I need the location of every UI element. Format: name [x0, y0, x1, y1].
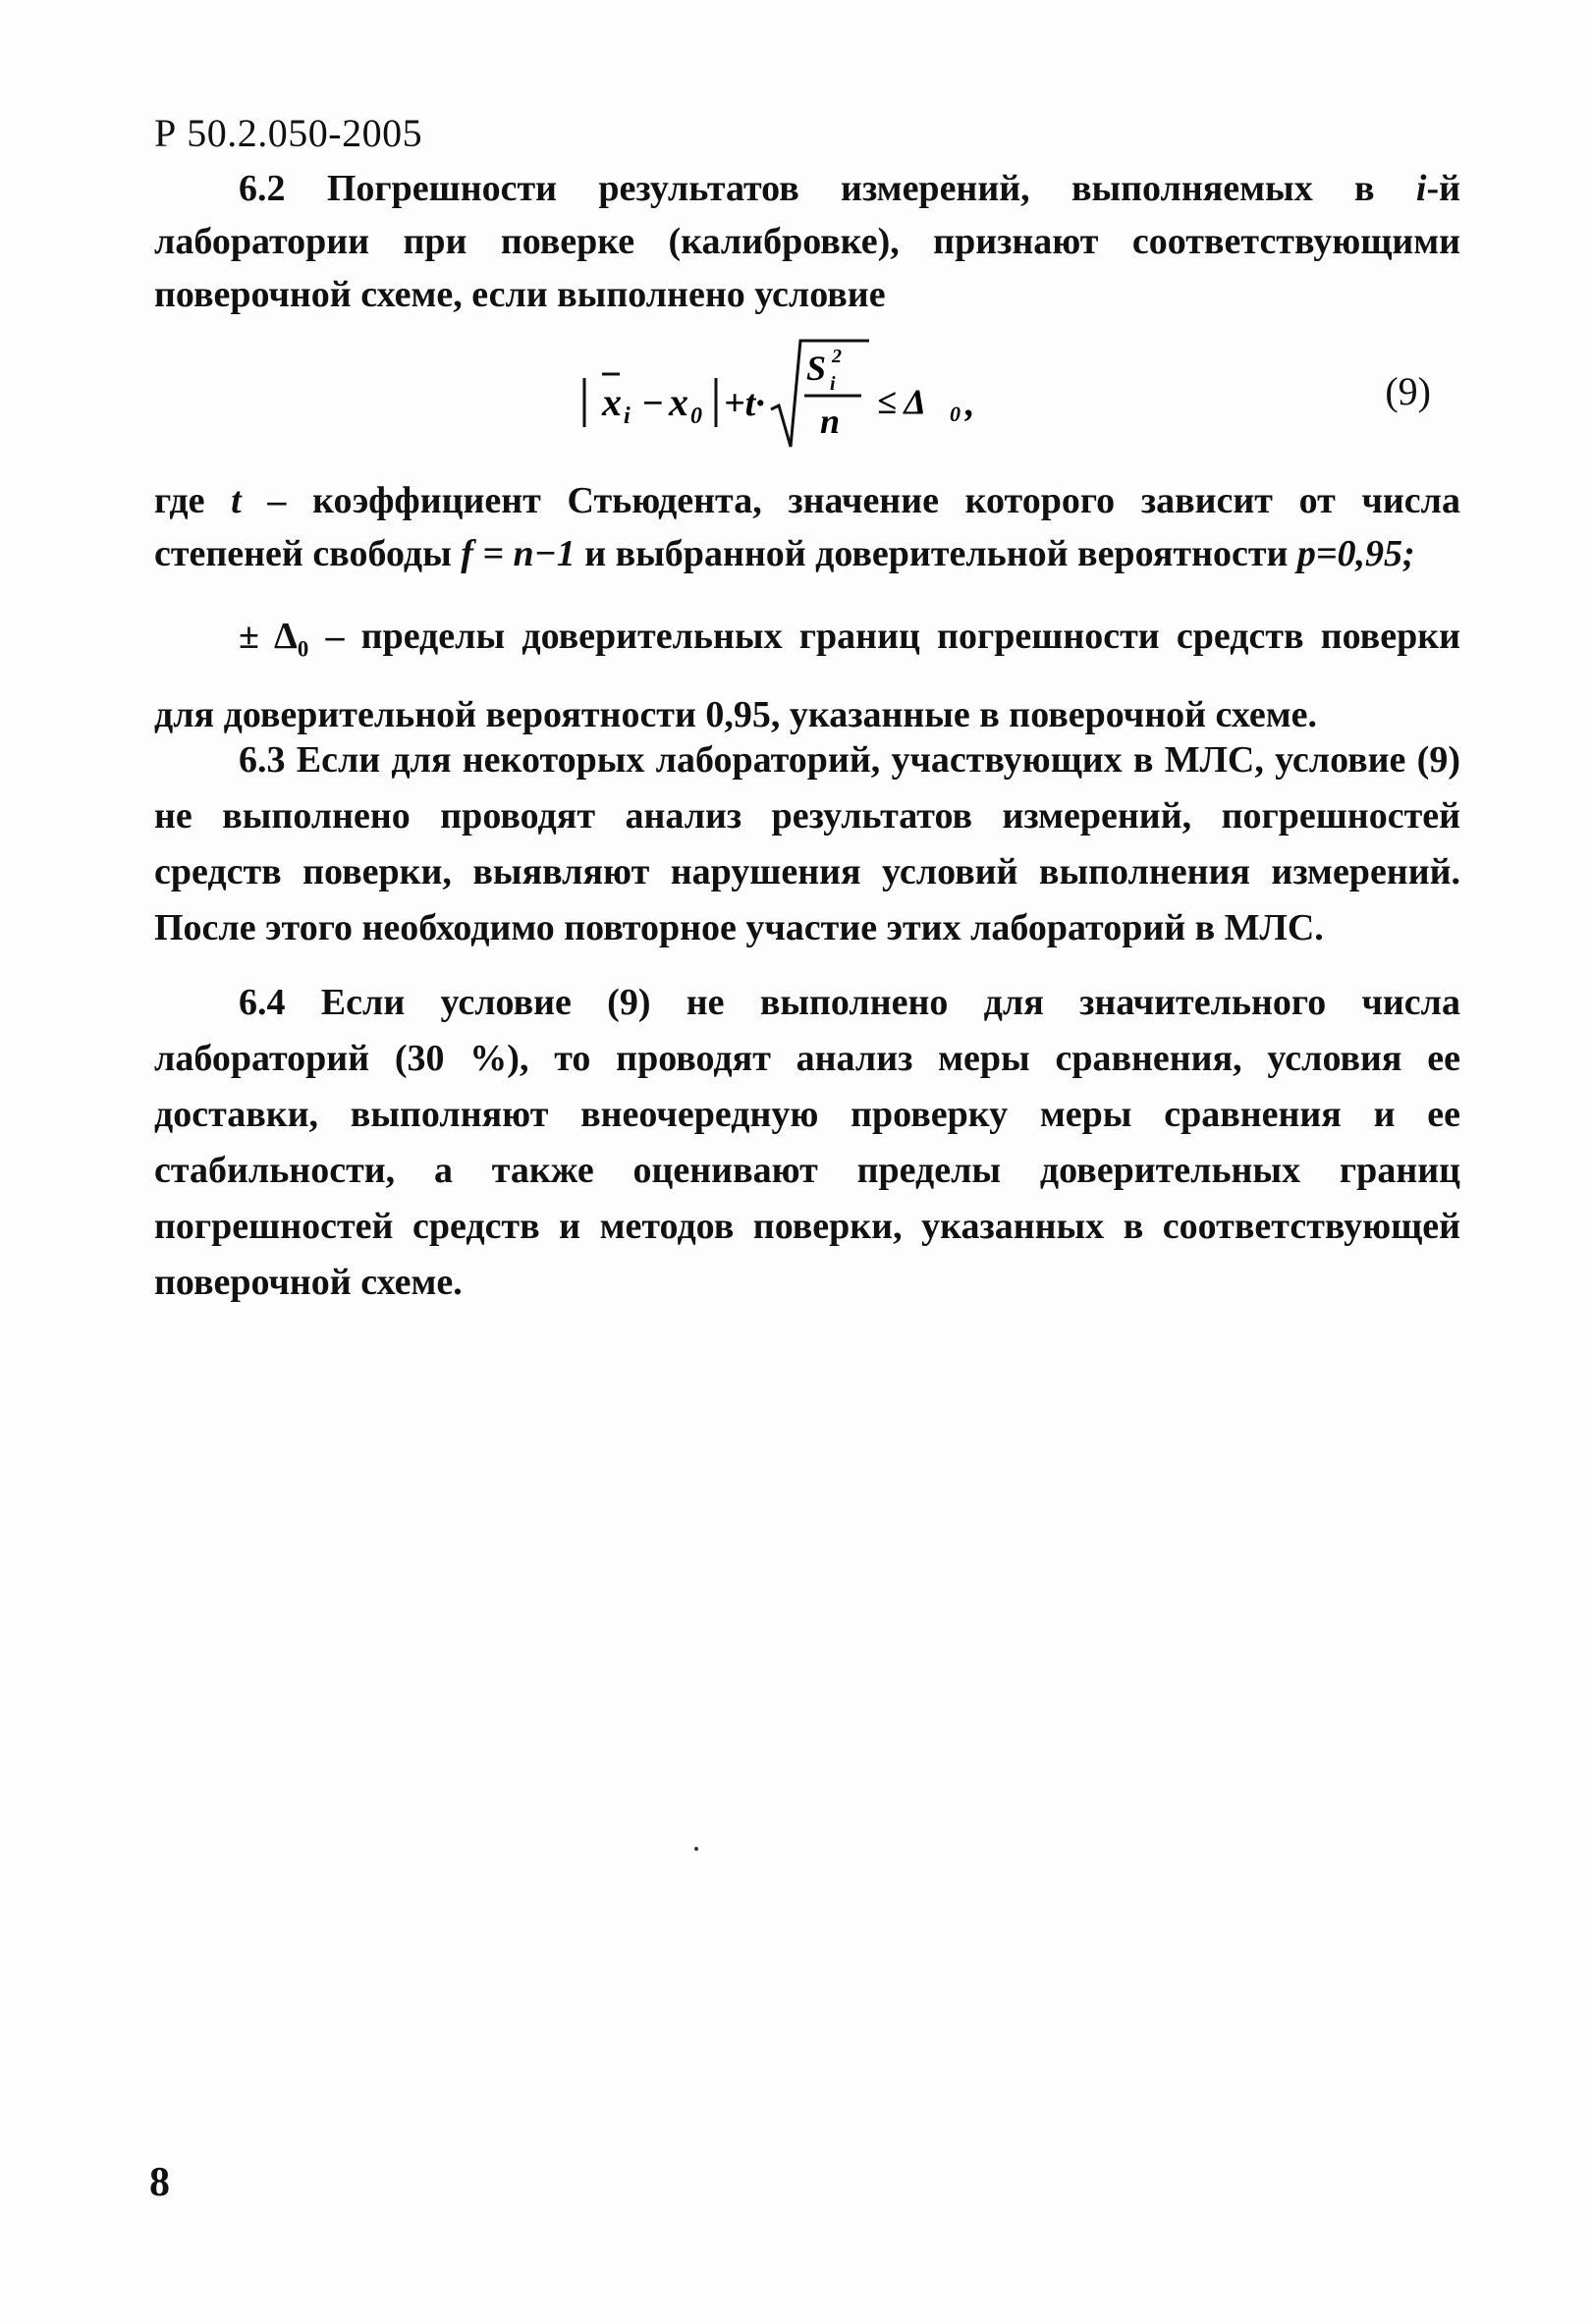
formula-plus-t: +t·: [724, 383, 765, 424]
document-code: Р 50.2.050-2005: [154, 111, 423, 155]
formula-n: n: [820, 402, 841, 441]
formula-delta-sub: 0: [950, 402, 961, 426]
paragraph-where: [154, 474, 1460, 580]
formula-le-delta: ≤ Δ: [877, 382, 926, 421]
formula-x0: x: [669, 380, 688, 424]
where-f-expr: f = n−1: [461, 533, 576, 574]
scan-dot: [694, 1847, 698, 1851]
where-text-2: и выбранной доверительной вероятности: [575, 533, 1297, 574]
formula-S-sub: i: [830, 373, 836, 395]
where-p-expr: p=0,95;: [1296, 533, 1415, 574]
paragraph-delta-definition: [154, 604, 1460, 747]
formula-minus: −: [641, 383, 665, 424]
formula-9-graphic: [576, 319, 1028, 466]
paragraph-6-2: [154, 162, 1460, 321]
formula-9-row: [154, 319, 1460, 466]
delta-pm: ± Δ: [239, 616, 298, 657]
formula-S-sup: 2: [832, 346, 842, 367]
p62-var-i: i: [1415, 168, 1427, 209]
where-lead: где: [154, 480, 232, 521]
formula-comma: ,: [965, 383, 975, 424]
page-number: 8: [149, 2160, 170, 2205]
where-text-1: – коэффициент Стьюдента, значение которого зависит от числа степеней свободы: [154, 480, 1460, 574]
formula-sub-0: 0: [690, 404, 702, 429]
delta-text: – пределы доверительных границ погрешности средств поверки для доверительной вероятности 0,95, указанные в поверочной схеме.: [154, 616, 1460, 735]
p62-lead: 6.2 Погрешности результатов измерений, выполняемых в: [239, 168, 1416, 209]
where-var-t: t: [231, 480, 242, 521]
formula-sub-i: i: [624, 404, 631, 429]
p62-rest: -й лаборатории при поверке (калибровке), признают соответствующими поверочной схеме, если выполнено условие: [154, 168, 1460, 315]
formula-xbar: x: [602, 380, 622, 424]
paragraph-6-3: 6.3 Если для некоторых лабораторий, участвующих в МЛС, условие (9) не выполнено проводят анализ результатов измерений, погрешностей средств поверки, выявляют нарушения условий выполнения измерений. После этого необходимо повторное участие этих лабораторий в МЛС.: [154, 739, 1460, 948]
equation-number: (9): [1385, 369, 1431, 413]
delta-sub: 0: [297, 636, 309, 662]
formula-S: S: [806, 349, 827, 388]
formula-9: [576, 319, 1028, 466]
paragraph-6-4: 6.4 Если условие (9) не выполнено для значительного числа лабораторий (30 %), то проводят анализ меры сравнения, условия ее доставки, выполняют внеочередную проверку меры сравнения и ее стабильности, а также оценивают пределы доверительных границ погрешностей средств и методов поверки, указанных в соответствующей поверочной схеме.: [154, 982, 1460, 1303]
